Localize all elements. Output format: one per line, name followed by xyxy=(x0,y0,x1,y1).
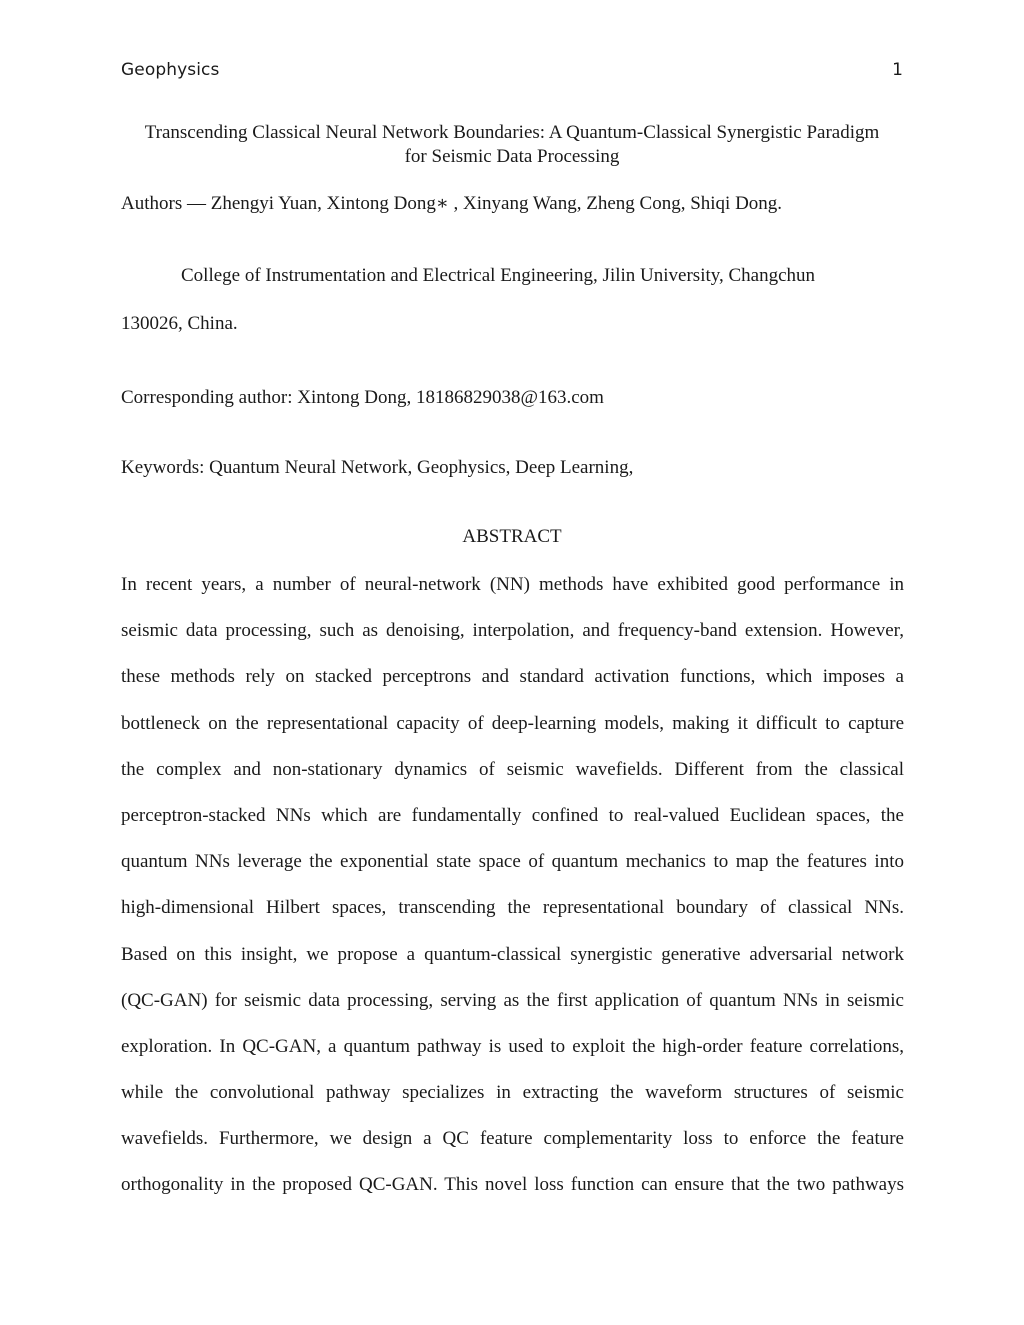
abstract-line: orthogonality in the proposed QC-GAN. This novel loss function can ensure that the two pathways xyxy=(121,1174,904,1196)
abstract-line: Based on this insight, we propose a quantum-classical synergistic generative adversarial network xyxy=(121,943,904,965)
abstract-line: exploration. In QC-GAN, a quantum pathway is used to exploit the high-order feature correlations, xyxy=(121,1035,904,1057)
abstract-line: In recent years, a number of neural-network (NN) methods have exhibited good performance in xyxy=(121,574,904,595)
page-number: 1 xyxy=(892,60,903,80)
corresponding-author: Corresponding author: Xintong Dong, 18186829038@163.com xyxy=(121,387,604,408)
affiliation-line-1: College of Instrumentation and Electrical Engineering, Jilin University, Changchun xyxy=(181,265,816,286)
abstract-line: high-dimensional Hilbert spaces, transcending the representational boundary of classical NNs. xyxy=(121,897,904,919)
author-list: Authors — Zhengyi Yuan, Xintong Dong∗ , Xinyang Wang, Zheng Cong, Shiqi Dong. xyxy=(121,193,783,214)
abstract-line: quantum NNs leverage the exponential state space of quantum mechanics to map the features into xyxy=(121,851,904,873)
abstract-line: perceptron-stacked NNs which are fundamentally confined to real-valued Euclidean spaces, the xyxy=(121,804,904,826)
abstract-line: seismic data processing, such as denoising, interpolation, and frequency-band extension. However, xyxy=(121,620,904,642)
abstract-line: (QC-GAN) for seismic data processing, serving as the first application of quantum NNs in seismic xyxy=(121,989,904,1011)
abstract-line: while the convolutional pathway specializes in extracting the waveform structures of seismic xyxy=(121,1082,904,1104)
abstract-line: wavefields. Furthermore, we design a QC feature complementarity loss to enforce the feature xyxy=(121,1128,904,1150)
abstract-body xyxy=(121,573,904,1220)
keywords: Keywords: Quantum Neural Network, Geophysics, Deep Learning, xyxy=(121,457,634,478)
running-head-journal: Geophysics xyxy=(121,60,220,80)
abstract-heading: ABSTRACT xyxy=(462,526,562,547)
abstract-line: bottleneck on the representational capacity of deep-learning models, making it difficult to capture xyxy=(121,712,904,734)
title-line-2: for Seismic Data Processing xyxy=(404,146,620,167)
abstract-line: the complex and non-stationary dynamics of seismic wavefields. Different from the classical xyxy=(121,758,904,780)
affiliation-line-2: 130026, China. xyxy=(121,313,238,334)
title-line-1: Transcending Classical Neural Network Boundaries: A Quantum-Classical Synergistic Paradigm xyxy=(144,122,880,143)
abstract-line: these methods rely on stacked perceptrons and standard activation functions, which imposes a xyxy=(121,666,904,688)
paper-title xyxy=(110,121,914,169)
